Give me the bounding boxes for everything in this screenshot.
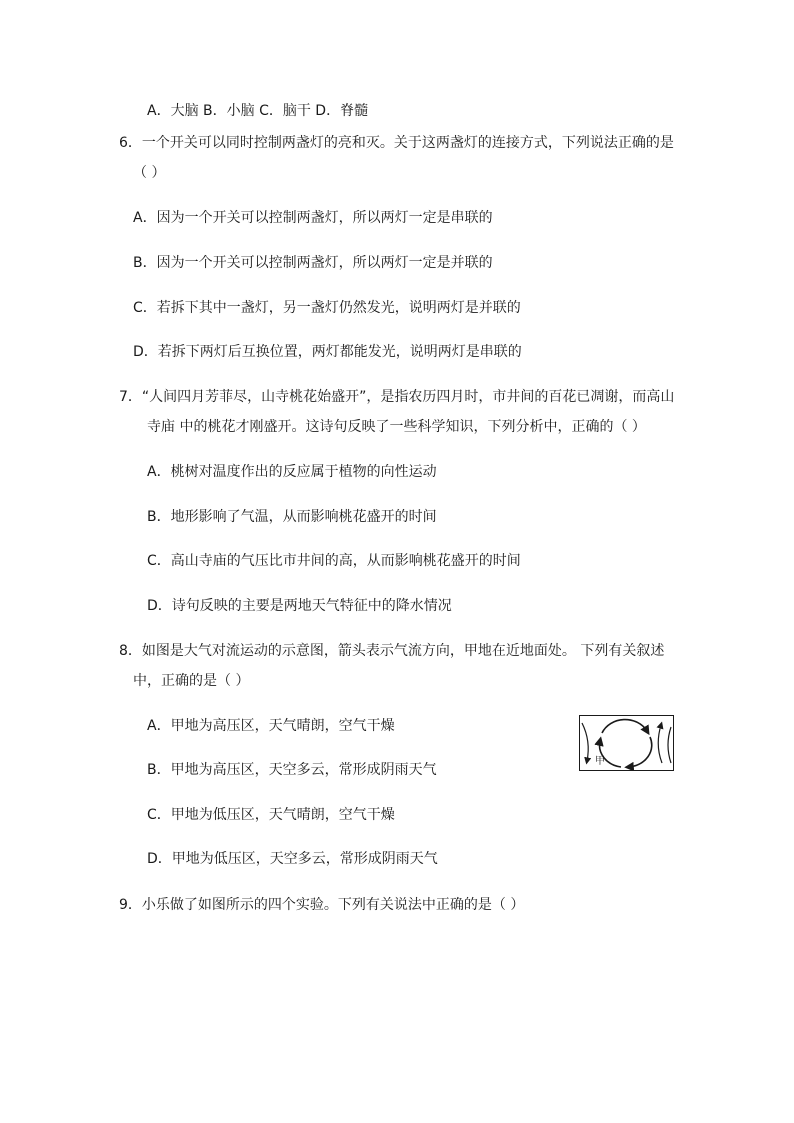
q6-stem-bracket: （ ） bbox=[133, 165, 166, 181]
q7-stem: 7．“人间四月芳菲尽，山寺桃花始盛开”，是指农历四月时，市井间的百花已凋谢，而高山 bbox=[119, 389, 675, 405]
q9-stem: 9．小乐做了如图所示的四个实验。下列有关说法中正确的是（ ） bbox=[119, 897, 525, 913]
q6-option-b: B．因为一个开关可以控制两盏灯，所以两灯一定是并联的 bbox=[133, 255, 493, 271]
location-label-jia: 甲 bbox=[595, 756, 605, 767]
q6-option-a: A．因为一个开关可以控制两盏灯，所以两灯一定是串联的 bbox=[133, 210, 493, 226]
convection-diagram-svg bbox=[579, 715, 674, 771]
q8-option-d: D．甲地为低压区，天空多云，常形成阴雨天气 bbox=[147, 851, 438, 867]
q8-stem-cont: 中，正确的是（ ） bbox=[133, 673, 250, 689]
q8-option-b: B．甲地为高压区，天空多云，常形成阴雨天气 bbox=[147, 762, 437, 778]
q8-stem: 8．如图是大气对流运动的示意图，箭头表示气流方向，甲地在近地面处。 下列有关叙述 bbox=[119, 643, 665, 659]
q6-option-c: C．若拆下其中一盏灯，另一盏灯仍然发光，说明两灯是并联的 bbox=[133, 300, 521, 316]
q5-options: A．大脑 B．小脑 C．脑干 D．脊髓 bbox=[147, 103, 369, 119]
q7-option-b: B．地形影响了气温，从而影响桃花盛开的时间 bbox=[147, 509, 437, 525]
q6-option-d: D．若拆下两灯后互换位置，两灯都能发光，说明两灯是串联的 bbox=[133, 344, 522, 360]
circulation-right-arrow bbox=[629, 737, 652, 767]
q7-option-a: A．桃树对温度作出的反应属于植物的向性运动 bbox=[147, 464, 437, 480]
q7-option-c: C．高山寺庙的气压比市井间的高，从而影响桃花盛开的时间 bbox=[147, 553, 521, 569]
q7-stem-cont: 寺庙 中的桃花才刚盛开。这诗句反映了一些科学知识，下列分析中，正确的（ ） bbox=[147, 419, 646, 435]
diagram-frame bbox=[580, 716, 674, 771]
q8-option-c: C．甲地为低压区，天气晴朗，空气干燥 bbox=[147, 807, 395, 823]
right-edge-curve bbox=[668, 727, 671, 763]
right-ascending-arrow bbox=[658, 725, 662, 763]
q7-option-d: D．诗句反映的主要是两地天气特征中的降水情况 bbox=[147, 598, 452, 614]
q6-stem: 6．一个开关可以同时控制两盏灯的亮和灭。关于这两盏灯的连接方式，下列说法正确的是 bbox=[119, 135, 674, 151]
circulation-top-arrow bbox=[602, 720, 647, 733]
q8-option-a: A．甲地为高压区，天气晴朗，空气干燥 bbox=[147, 718, 395, 734]
convection-diagram bbox=[579, 715, 674, 771]
left-descending-arrow bbox=[582, 723, 588, 761]
